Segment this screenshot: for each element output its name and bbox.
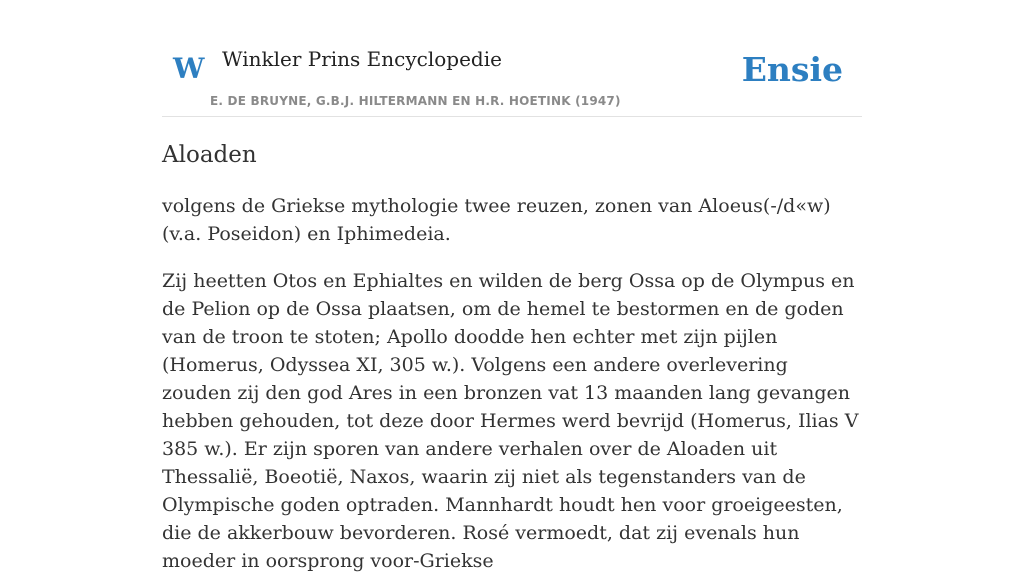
winkler-prins-logo[interactable]: W: [173, 52, 205, 85]
source-authors: E. DE BRUYNE, G.B.J. HILTERMANN EN H.R. HOETINK (1947): [210, 94, 621, 108]
entry-paragraph: volgens de Griekse mythologie twee reuzen, zonen van Aloeus(-/d«w) (v.a. Poseidon) en Iphimedeia.: [162, 195, 831, 245]
source-header: [162, 0, 862, 117]
ensie-logo[interactable]: Ensie: [741, 50, 843, 89]
entry-title: Aloaden: [162, 142, 257, 168]
source-title[interactable]: Winkler Prins Encyclopedie: [222, 47, 502, 71]
page: [162, 0, 862, 572]
entry-paragraph: Zij heetten Otos en Ephialtes en wilden de berg Ossa op de Olympus en de Pelion op de Ossa plaatsen, om de hemel te bestormen en de goden van de troon te stoten; Apollo doodde hen echter met zijn pijlen (Homerus, Odyssea XI, 305 w.). Volgens een andere overlevering zouden zij den god Ares in een bronzen vat 13 maanden lang gevangen hebben gehouden, tot deze door Hermes werd bevrijd (Homerus, Ilias V 385 w.). Er zijn sporen van andere verhalen over de Aloaden uit Thessalië, Boeotië, Naxos, waarin zij niet als tegenstanders van de Olympische goden optraden. Mannhardt houdt hen voor groeigeesten, die de akkerbouw bevorderen. Rosé vermoedt, dat zij evenals hun moeder in oorsprong voor-Griekse: [162, 270, 859, 572]
